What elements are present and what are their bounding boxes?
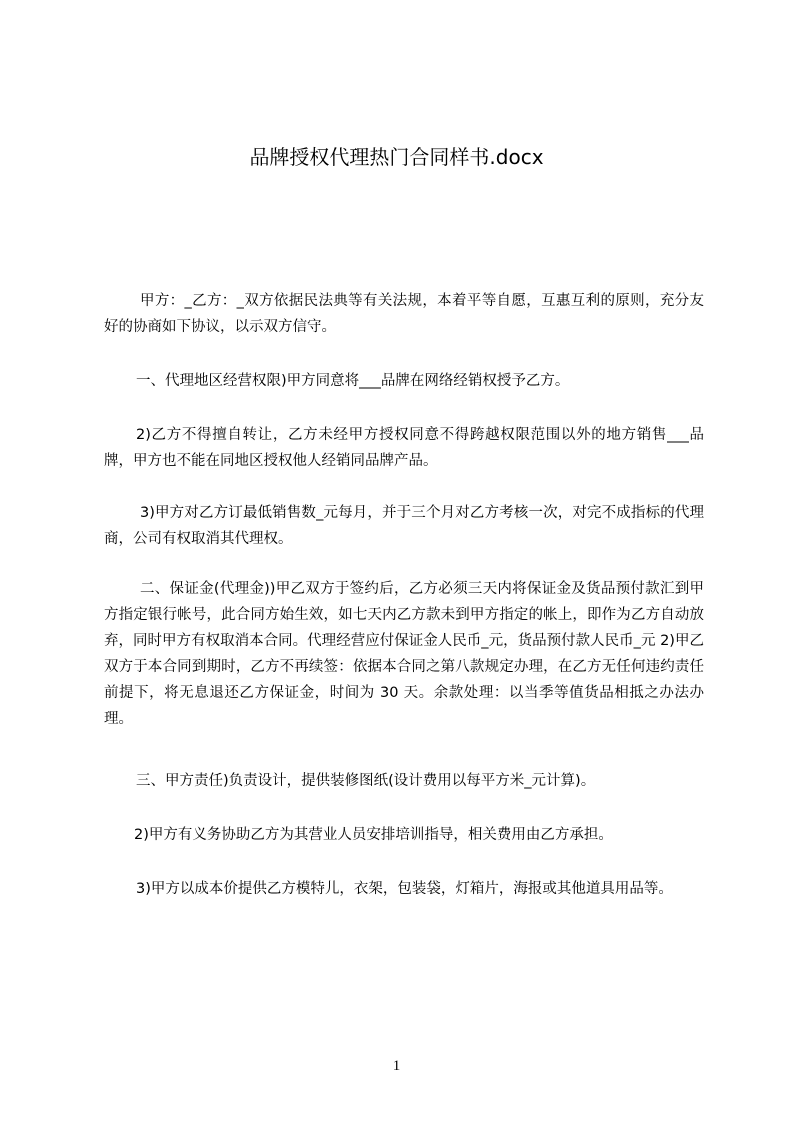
paragraph-parties: 甲方：_乙方：_双方依据民法典等有关法规，本着平等自愿，互惠互利的原则，充分友好的协商如下协议，以示双方信守。 [104, 293, 704, 335]
paragraph-party-a-duties: 三、甲方责任)负责设计，提供装修图纸(设计费用以每平方米_元计算)。 [136, 773, 596, 789]
page-number: 1 [392, 1058, 401, 1074]
paragraph-no-transfer: 2)乙方不得擅自转让，乙方未经甲方授权同意不得跨越权限范围以外的地方销售___品牌，甲方也不能在同地区授权他人经销同品牌产品。 [104, 427, 704, 469]
paragraph-deposit: 二、保证金(代理金))甲乙双方于签约后，乙方必须三天内将保证金及货品预付款汇到甲方指定银行帐号，此合同方始生效，如七天内乙方款未到甲方指定的帐上，即作为乙方自动放弃，同时甲方有权取消本合同。代理经营应付保证金人民币_元，货品预付款人民币_元 2)甲乙双方于本合同到期时，乙方不再续签：依据本合同之第八款规定办理，在乙方无任何违约责任前提下，将无息退还乙方保证金，时间为 30 天。余款处理：以当季等值货品相抵之办法办理。 [104, 581, 704, 727]
paragraph-props-supply: 3)甲方以成本价提供乙方模特儿，衣架，包装袋，灯箱片，海报或其他道具用品等。 [136, 881, 673, 897]
document-title: 品牌授权代理热门合同样书.docx [249, 145, 544, 169]
paragraph-training: 2)甲方有义务协助乙方为其营业人员安排培训指导，相关费用由乙方承担。 [134, 827, 613, 843]
paragraph-agency-territory: 一、代理地区经营权限)甲方同意将___品牌在网络经销权授予乙方。 [136, 373, 570, 389]
paragraph-minimum-sales: 3)甲方对乙方订最低销售数_元每月，并于三个月对乙方考核一次，对完不成指标的代理商，公司有权取消其代理权。 [104, 505, 704, 547]
